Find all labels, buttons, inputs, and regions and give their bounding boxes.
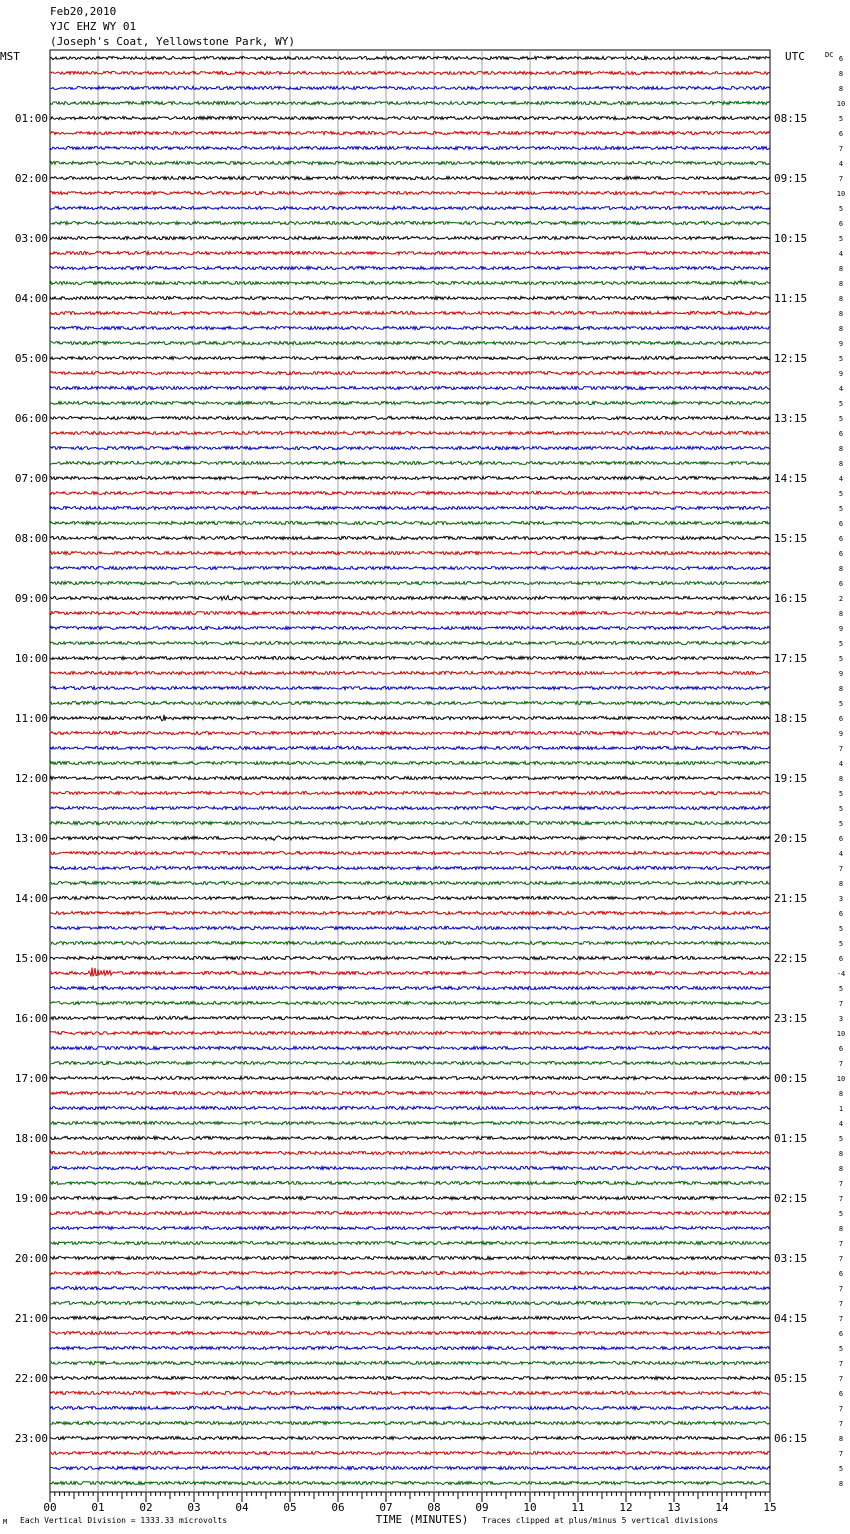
trace-68 [50, 1061, 770, 1064]
dc-value: 9 [838, 370, 844, 378]
trace-12 [50, 221, 770, 224]
dc-value: 5 [838, 1345, 844, 1353]
trace-16 [50, 280, 770, 284]
trace-14 [50, 251, 770, 254]
x-tick-label: 13 [667, 1501, 681, 1514]
utc-hour-label: 17:15 [774, 652, 808, 665]
trace-25 [50, 416, 770, 419]
trace-90 [50, 1391, 770, 1394]
utc-hour-label: 23:15 [774, 1012, 808, 1025]
dc-value: 6 [838, 955, 844, 963]
dc-value: 9 [838, 730, 844, 738]
trace-76 [50, 1181, 770, 1184]
dc-value: 7 [838, 175, 844, 183]
trace-43 [50, 686, 770, 689]
trace-73 [50, 1136, 770, 1139]
mst-hour-label: 11:00 [14, 712, 48, 725]
dc-value: 4 [838, 475, 844, 483]
trace-66 [50, 1031, 770, 1034]
mst-hour-label: 20:00 [14, 1252, 48, 1265]
utc-hour-label: 02:15 [774, 1192, 808, 1205]
station-code: YJC EHZ WY 01 [50, 20, 137, 33]
dc-value: 10 [836, 190, 846, 198]
utc-hour-label: 06:15 [774, 1432, 808, 1445]
trace-56 [50, 881, 770, 884]
x-tick-label: 01 [91, 1501, 105, 1514]
dc-value: 7 [838, 1360, 844, 1368]
dc-value: 6 [838, 1390, 844, 1398]
mst-hour-label: 22:00 [14, 1372, 48, 1385]
dc-value: 8 [838, 1480, 844, 1488]
dc-value: 8 [838, 70, 844, 78]
trace-23 [50, 386, 770, 389]
mst-hour-label: 14:00 [14, 892, 48, 905]
dc-value: 5 [838, 235, 844, 243]
trace-71 [50, 1106, 770, 1109]
trace-34 [50, 551, 770, 554]
trace-26 [50, 431, 770, 434]
dc-value: 8 [838, 295, 844, 303]
dc-value: 4 [838, 760, 844, 768]
dc-value: 4 [838, 385, 844, 393]
utc-hour-label: 13:15 [774, 412, 808, 425]
utc-hour-label: 21:15 [774, 892, 808, 905]
trace-19 [50, 326, 770, 329]
utc-hour-label: 09:15 [774, 172, 808, 185]
trace-91 [50, 1406, 770, 1409]
dc-value: 6 [838, 220, 844, 228]
mst-hour-label: 06:00 [14, 412, 48, 425]
x-tick-label: 12 [619, 1501, 633, 1514]
mst-hour-label: 12:00 [14, 772, 48, 785]
trace-9 [50, 176, 770, 179]
trace-52 [50, 821, 770, 824]
dc-value: 5 [838, 505, 844, 513]
utc-hour-label: 11:15 [774, 292, 808, 305]
dc-value: 7 [838, 1315, 844, 1323]
mst-hour-label: 07:00 [14, 472, 48, 485]
dc-value: 7 [838, 1255, 844, 1263]
trace-8 [50, 161, 770, 164]
x-tick-label: 06 [331, 1501, 345, 1514]
scale-note: Each Vertical Division = 1333.33 microvolts [20, 1516, 228, 1525]
dc-value: 8 [838, 1225, 844, 1233]
utc-hour-label: 14:15 [774, 472, 808, 485]
dc-value: 6 [838, 1270, 844, 1278]
utc-hour-label: 04:15 [774, 1312, 808, 1325]
trace-69 [50, 1076, 770, 1079]
trace-20 [50, 341, 770, 344]
trace-74 [50, 1151, 770, 1154]
trace-72 [50, 1121, 770, 1124]
mst-hour-label: 03:00 [14, 232, 48, 245]
trace-67 [50, 1046, 770, 1049]
trace-50 [50, 791, 770, 794]
dc-value: 7 [838, 1405, 844, 1413]
mst-hour-label: 13:00 [14, 832, 48, 845]
dc-value: 7 [838, 1060, 844, 1068]
trace-37 [50, 596, 770, 600]
trace-89 [50, 1376, 770, 1379]
trace-31 [50, 506, 770, 509]
dc-value: 6 [838, 1045, 844, 1053]
dc-value: 6 [838, 535, 844, 543]
dc-value: 7 [838, 1300, 844, 1308]
dc-value: 5 [838, 1210, 844, 1218]
x-tick-label: 14 [715, 1501, 729, 1514]
trace-55 [50, 866, 770, 869]
trace-30 [50, 491, 770, 494]
trace-75 [50, 1166, 770, 1169]
dc-value: 8 [838, 880, 844, 888]
trace-33 [50, 536, 770, 539]
mst-hour-label: 08:00 [14, 532, 48, 545]
dc-value: 6 [838, 550, 844, 558]
clip-note: Traces clipped at plus/minus 5 vertical divisions [482, 1516, 719, 1525]
trace-42 [50, 671, 770, 674]
utc-hour-label: 05:15 [774, 1372, 808, 1385]
dc-value: 8 [838, 85, 844, 93]
dc-value: 5 [838, 1135, 844, 1143]
dc-value: 5 [838, 415, 844, 423]
dc-value: 3 [838, 1015, 844, 1023]
trace-6 [50, 131, 770, 134]
mst-hour-label: 21:00 [14, 1312, 48, 1325]
trace-24 [50, 401, 770, 404]
x-tick-label: 02 [139, 1501, 153, 1514]
x-tick-label: 03 [187, 1501, 201, 1514]
utc-hour-label: 03:15 [774, 1252, 808, 1265]
trace-10 [50, 191, 770, 194]
dc-value: 6 [838, 715, 844, 723]
dc-value: 5 [838, 790, 844, 798]
mst-axis-label: MST [0, 50, 20, 63]
dc-value: 8 [838, 325, 844, 333]
dc-value: 6 [838, 835, 844, 843]
trace-64 [50, 1001, 770, 1004]
dc-value: 5 [838, 205, 844, 213]
dc-value: 10 [836, 1075, 846, 1083]
dc-value: 9 [838, 340, 844, 348]
trace-86 [50, 1331, 770, 1334]
dc-value: 7 [838, 865, 844, 873]
trace-62 [50, 968, 770, 977]
dc-value: 1 [838, 1105, 844, 1113]
mst-hour-label: 19:00 [14, 1192, 48, 1205]
dc-value: 4 [838, 1120, 844, 1128]
trace-95 [50, 1466, 770, 1469]
mst-hour-label: 09:00 [14, 592, 48, 605]
trace-58 [50, 911, 770, 914]
mst-hour-label: 15:00 [14, 952, 48, 965]
dc-value: 7 [838, 1180, 844, 1188]
dc-value: 6 [838, 520, 844, 528]
dc-value: 6 [838, 430, 844, 438]
mst-hour-label: 01:00 [14, 112, 48, 125]
dc-label: DC [825, 51, 834, 59]
trace-13 [50, 236, 770, 239]
station-location: (Joseph's Coat, Yellowstone Park, WY) [50, 35, 296, 48]
trace-84 [50, 1301, 770, 1304]
trace-92 [50, 1421, 770, 1424]
dc-value: 3 [838, 895, 844, 903]
trace-61 [50, 956, 770, 959]
trace-57 [50, 896, 770, 899]
dc-value: 5 [838, 355, 844, 363]
trace-2 [50, 71, 770, 74]
dc-value: 8 [838, 685, 844, 693]
dc-value: 6 [838, 130, 844, 138]
dc-value: 5 [838, 115, 844, 123]
trace-18 [50, 311, 770, 314]
trace-83 [50, 1286, 770, 1289]
trace-35 [50, 566, 770, 569]
trace-36 [50, 581, 770, 584]
trace-44 [50, 701, 770, 704]
utc-hour-label: 20:15 [774, 832, 808, 845]
dc-value: 10 [836, 100, 846, 108]
trace-21 [50, 356, 770, 359]
trace-79 [50, 1226, 770, 1229]
dc-value: 5 [838, 640, 844, 648]
dc-value: 7 [838, 1420, 844, 1428]
utc-axis-label: UTC [785, 50, 805, 63]
dc-value: 9 [838, 625, 844, 633]
dc-value: 5 [838, 985, 844, 993]
trace-80 [50, 1241, 770, 1244]
trace-1 [50, 56, 770, 59]
dc-value: 4 [838, 250, 844, 258]
x-tick-label: 11 [571, 1501, 585, 1514]
utc-hour-label: 08:15 [774, 112, 808, 125]
dc-value: 7 [838, 1240, 844, 1248]
dc-value: 7 [838, 1285, 844, 1293]
trace-11 [50, 206, 770, 209]
plot-frame [50, 50, 770, 1492]
x-tick-label: 09 [475, 1501, 489, 1514]
x-tick-label: 08 [427, 1501, 441, 1514]
trace-5 [50, 116, 770, 119]
trace-65 [50, 1016, 770, 1019]
utc-hour-label: 00:15 [774, 1072, 808, 1085]
mst-hour-label: 10:00 [14, 652, 48, 665]
dc-value: 6 [838, 910, 844, 918]
trace-60 [50, 941, 770, 944]
dc-value: 5 [838, 700, 844, 708]
plot-date: Feb20,2010 [50, 5, 117, 18]
dc-value: 8 [838, 280, 844, 288]
utc-hour-label: 12:15 [774, 352, 808, 365]
mst-hour-label: 17:00 [14, 1072, 48, 1085]
dc-value: 8 [838, 1435, 844, 1443]
dc-value: 7 [838, 1375, 844, 1383]
trace-45 [50, 715, 770, 721]
dc-value: 4 [838, 160, 844, 168]
x-tick-label: 10 [523, 1501, 537, 1514]
trace-28 [50, 461, 770, 464]
utc-hour-label: 10:15 [774, 232, 808, 245]
x-tick-label: 15 [763, 1501, 777, 1514]
trace-63 [50, 986, 770, 989]
utc-hour-label: 15:15 [774, 532, 808, 545]
dc-value: 7 [838, 1000, 844, 1008]
mst-hour-label: 18:00 [14, 1132, 48, 1145]
x-tick-label: 00 [43, 1501, 57, 1514]
utc-hour-label: 19:15 [774, 772, 808, 785]
mst-hour-label: 02:00 [14, 172, 48, 185]
trace-96 [50, 1481, 770, 1484]
dc-value: 6 [838, 55, 844, 63]
dc-value: 8 [838, 1165, 844, 1173]
x-tick-label: 07 [379, 1501, 393, 1514]
dc-value: 7 [838, 1195, 844, 1203]
trace-29 [50, 476, 770, 479]
trace-81 [50, 1256, 770, 1259]
utc-hour-label: 22:15 [774, 952, 808, 965]
dc-value: 7 [838, 145, 844, 153]
dc-value: 8 [838, 610, 844, 618]
trace-4 [50, 101, 770, 104]
dc-value: 7 [838, 1450, 844, 1458]
mst-hour-label: 05:00 [14, 352, 48, 365]
trace-87 [50, 1346, 770, 1349]
dc-value: 5 [838, 805, 844, 813]
utc-hour-label: 16:15 [774, 592, 808, 605]
trace-41 [50, 656, 770, 659]
dc-value: 8 [838, 310, 844, 318]
trace-38 [50, 611, 770, 614]
dc-value: 5 [838, 655, 844, 663]
trace-77 [50, 1196, 770, 1199]
dc-value: 8 [838, 265, 844, 273]
dc-value: 10 [836, 1030, 846, 1038]
dc-value: 6 [838, 1330, 844, 1338]
trace-39 [50, 626, 770, 629]
dc-value: 5 [838, 925, 844, 933]
trace-3 [50, 86, 770, 89]
trace-82 [50, 1271, 770, 1274]
x-tick-label: 04 [235, 1501, 249, 1514]
dc-value: 6 [838, 580, 844, 588]
dc-value: 5 [838, 400, 844, 408]
trace-54 [50, 851, 770, 854]
trace-40 [50, 641, 770, 644]
dc-value: 8 [838, 1090, 844, 1098]
trace-22 [50, 371, 770, 374]
dc-value: -4 [836, 970, 846, 978]
dc-value: 8 [838, 775, 844, 783]
trace-88 [50, 1361, 770, 1364]
trace-70 [50, 1091, 770, 1094]
dc-value: 9 [838, 670, 844, 678]
trace-53 [50, 836, 770, 841]
x-tick-label: 05 [283, 1501, 297, 1514]
trace-15 [50, 266, 770, 269]
dc-value: 8 [838, 460, 844, 468]
x-axis-title: TIME (MINUTES) [375, 1513, 469, 1526]
dc-value: 8 [838, 565, 844, 573]
dc-value: 2 [838, 595, 844, 603]
trace-46 [50, 731, 770, 734]
dc-value: 8 [838, 1150, 844, 1158]
mst-hour-label: 23:00 [14, 1432, 48, 1445]
trace-48 [50, 761, 770, 764]
dc-value: 7 [838, 745, 844, 753]
trace-94 [50, 1451, 770, 1454]
dc-value: 5 [838, 490, 844, 498]
mst-hour-label: 16:00 [14, 1012, 48, 1025]
trace-93 [50, 1436, 770, 1439]
dc-value: 4 [838, 850, 844, 858]
trace-51 [50, 806, 770, 809]
dc-value: 8 [838, 445, 844, 453]
mst-hour-label: 04:00 [14, 292, 48, 305]
trace-49 [50, 776, 770, 779]
trace-17 [50, 296, 770, 299]
trace-32 [50, 521, 770, 524]
trace-78 [50, 1211, 770, 1214]
utc-hour-label: 01:15 [774, 1132, 808, 1145]
corner-mark: M [3, 1518, 8, 1526]
trace-85 [50, 1316, 770, 1319]
trace-27 [50, 446, 770, 449]
dc-value: 5 [838, 940, 844, 948]
utc-hour-label: 18:15 [774, 712, 808, 725]
trace-59 [50, 926, 770, 929]
dc-value: 5 [838, 820, 844, 828]
trace-47 [50, 746, 770, 749]
dc-value: 5 [838, 1465, 844, 1473]
trace-7 [50, 146, 770, 149]
